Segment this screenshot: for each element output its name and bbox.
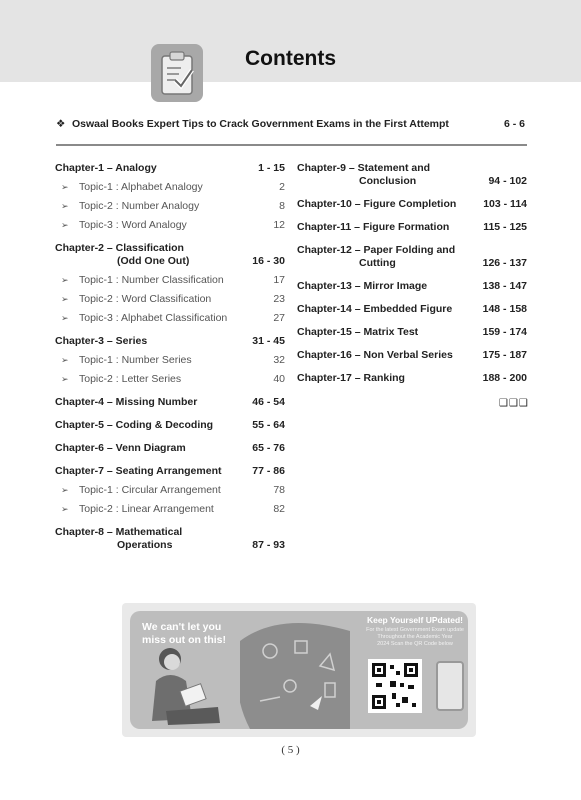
topic-title: Topic-2 : Letter Series — [79, 373, 182, 385]
chapter-title-cont: Operations — [117, 539, 173, 551]
chapter-title: Chapter-12 – Paper Folding and — [297, 244, 456, 256]
chapter-pages: 55 - 64 — [252, 419, 285, 431]
topic-page: 12 — [273, 219, 285, 231]
expert-tips-entry[interactable] — [56, 118, 527, 134]
topic-entry[interactable] — [55, 354, 285, 367]
topic-title: Topic-1 : Number Classification — [79, 274, 224, 286]
chapter-title: Chapter-13 – Mirror Image — [297, 280, 428, 292]
expert-tips-title: Oswaal Books Expert Tips to Crack Government Exams in the First Attempt — [72, 118, 449, 130]
page-title: Contents — [245, 47, 336, 70]
chapter-8-entry[interactable] — [55, 526, 285, 552]
chapter-pages: 115 - 125 — [483, 221, 527, 233]
chapter-title: Chapter-10 – Figure Completion — [297, 198, 457, 210]
topic-entry[interactable] — [55, 274, 285, 287]
chapter-pages: 94 - 102 — [488, 175, 527, 187]
chapter-6-entry[interactable] — [55, 442, 285, 455]
tagline-line-2: miss out on this! — [142, 634, 226, 646]
chapter-pages: 1 - 15 — [258, 162, 285, 174]
topic-entry[interactable] — [55, 373, 285, 386]
topic-title: Topic-2 : Linear Arrangement — [79, 503, 214, 515]
chapter-title: Chapter-1 – Analogy — [55, 162, 157, 174]
chapter-title-cont: Cutting — [359, 257, 396, 269]
tagline-line-1: We can't let you — [142, 621, 222, 633]
chapter-pages: 159 - 174 — [482, 326, 527, 338]
qr-sub-line: For the latest Government Exam update — [366, 627, 464, 633]
chapter-12-entry[interactable] — [297, 244, 527, 270]
chapter-11-entry[interactable] — [297, 221, 527, 234]
expert-tips-pages: 6 - 6 — [503, 118, 525, 130]
chapter-pages: 65 - 76 — [252, 442, 285, 454]
chapter-10-entry[interactable] — [297, 198, 527, 211]
chapter-title: Chapter-7 – Seating Arrangement — [55, 465, 222, 477]
arrow-bullet-icon: ➢ — [61, 275, 69, 285]
chapter-15-entry[interactable] — [297, 326, 527, 339]
chapter-pages: 126 - 137 — [482, 257, 527, 269]
chapter-pages: 77 - 86 — [252, 465, 285, 477]
chapter-pages: 46 - 54 — [252, 396, 285, 408]
toc-right-column — [297, 162, 527, 385]
chapter-title: Chapter-5 – Coding & Decoding — [55, 419, 214, 431]
chapter-title: Chapter-15 – Matrix Test — [297, 326, 419, 338]
phone-icon — [436, 661, 464, 711]
topic-page: 23 — [273, 293, 285, 305]
topic-page: 2 — [279, 181, 285, 193]
qr-title: Keep Yourself UPdated! — [366, 615, 464, 625]
chapter-title: Chapter-4 – Missing Number — [55, 396, 198, 408]
topic-entry[interactable] — [55, 200, 285, 213]
banner-panel — [130, 611, 468, 729]
end-mark: ❑❑❑ — [499, 398, 529, 409]
chapter-pages: 175 - 187 — [482, 349, 527, 361]
topic-title: Topic-2 : Word Classification — [79, 293, 212, 305]
topic-page: 17 — [273, 274, 285, 286]
chapter-5-entry[interactable] — [55, 419, 285, 432]
chapter-title-cont: Conclusion — [359, 175, 417, 187]
chapter-pages: 188 - 200 — [482, 372, 527, 384]
chapter-pages: 103 - 114 — [483, 198, 527, 210]
chapter-pages: 31 - 45 — [252, 335, 285, 347]
topic-title: Topic-1 : Number Series — [79, 354, 192, 366]
arrow-bullet-icon: ➢ — [61, 182, 69, 192]
diamond-bullet-icon: ❖ — [56, 118, 66, 130]
topic-page: 40 — [273, 373, 285, 385]
chapter-3-entry[interactable] — [55, 335, 285, 348]
topic-title: Topic-1 : Circular Arrangement — [79, 484, 221, 496]
chapter-title: Chapter-9 – Statement and — [297, 162, 431, 174]
topic-entry[interactable] — [55, 219, 285, 232]
chapter-title: Chapter-8 – Mathematical — [55, 526, 183, 538]
chapter-title: Chapter-14 – Embedded Figure — [297, 303, 453, 315]
toc-left-column — [55, 162, 285, 552]
chapter-title: Chapter-6 – Venn Diagram — [55, 442, 186, 454]
topic-entry[interactable] — [55, 181, 285, 194]
doodle-pattern — [240, 611, 360, 729]
chapter-title: Chapter-11 – Figure Formation — [297, 221, 450, 233]
topic-entry[interactable] — [55, 312, 285, 325]
qr-code-icon[interactable] — [368, 659, 422, 713]
topic-title: Topic-2 : Number Analogy — [79, 200, 200, 212]
chapter-pages: 16 - 30 — [252, 255, 285, 267]
chapter-4-entry[interactable] — [55, 396, 285, 409]
arrow-bullet-icon: ➢ — [61, 374, 69, 384]
chapter-7-entry[interactable] — [55, 465, 285, 478]
arrow-bullet-icon: ➢ — [61, 355, 69, 365]
chapter-title: Chapter-16 – Non Verbal Series — [297, 349, 453, 361]
topic-entry[interactable] — [55, 484, 285, 497]
chapter-2-entry[interactable] — [55, 242, 285, 268]
arrow-bullet-icon: ➢ — [61, 294, 69, 304]
topic-page: 8 — [279, 200, 285, 212]
topic-page: 32 — [273, 354, 285, 366]
topic-title: Topic-3 : Word Analogy — [79, 219, 187, 231]
chapter-pages: 148 - 158 — [482, 303, 527, 315]
chapter-pages: 87 - 93 — [252, 539, 285, 551]
reading-student-illustration — [148, 641, 228, 729]
chapter-title: Chapter-3 – Series — [55, 335, 148, 347]
qr-card[interactable] — [360, 615, 464, 715]
page-number: ( 5 ) — [281, 744, 300, 756]
qr-promo-banner[interactable] — [122, 603, 476, 737]
arrow-bullet-icon: ➢ — [61, 313, 69, 323]
qr-sub-line: 2024 Scan the QR Code below — [377, 641, 453, 647]
chapter-pages: 138 - 147 — [482, 280, 527, 292]
chapter-14-entry[interactable] — [297, 303, 527, 316]
arrow-bullet-icon: ➢ — [61, 201, 69, 211]
divider — [56, 144, 527, 146]
chapter-title: Chapter-2 – Classification — [55, 242, 184, 254]
topic-title: Topic-1 : Alphabet Analogy — [79, 181, 203, 193]
chapter-16-entry[interactable] — [297, 349, 527, 362]
chapter-1-entry[interactable] — [55, 162, 285, 175]
qr-sub-line: Throughout the Academic Year — [377, 634, 453, 640]
qr-subtitle — [360, 627, 468, 648]
chapter-title-cont: (Odd One Out) — [117, 255, 190, 267]
chapter-title: Chapter-17 – Ranking — [297, 372, 405, 384]
topic-entry[interactable] — [55, 503, 285, 516]
topic-entry[interactable] — [55, 293, 285, 306]
arrow-bullet-icon: ➢ — [61, 485, 69, 495]
arrow-bullet-icon: ➢ — [61, 220, 69, 230]
chapter-17-entry[interactable] — [297, 372, 527, 385]
chapter-9-entry[interactable] — [297, 162, 527, 188]
topic-page: 82 — [273, 503, 285, 515]
arrow-bullet-icon: ➢ — [61, 504, 69, 514]
topic-title: Topic-3 : Alphabet Classification — [79, 312, 228, 324]
chapter-13-entry[interactable] — [297, 280, 527, 293]
topic-page: 78 — [273, 484, 285, 496]
topic-page: 27 — [273, 312, 285, 324]
